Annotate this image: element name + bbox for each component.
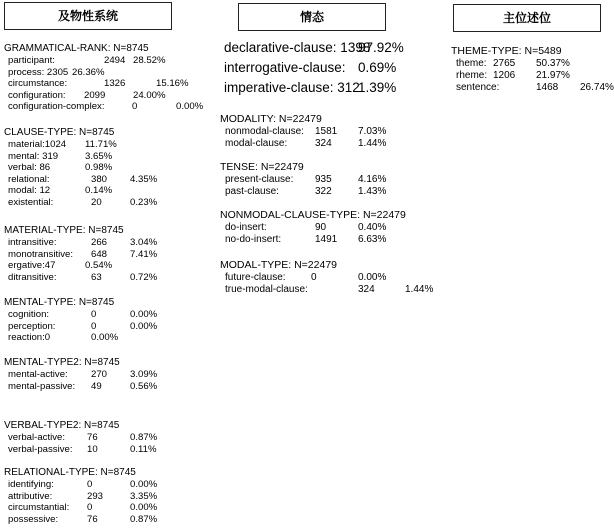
table-cell: 1.44% [405, 284, 434, 295]
table-row [4, 237, 158, 249]
table-cell: existential: [8, 196, 54, 208]
section-theme-type [451, 45, 614, 94]
table-row [4, 162, 114, 174]
section-modality [220, 113, 387, 150]
table-cell: 0.00% [130, 309, 158, 320]
table-cell: ditransitive: [8, 271, 57, 283]
table-cell: 28.52% [133, 55, 166, 66]
section-grammatical-rank [4, 43, 204, 113]
table-cell: 1206 [493, 70, 516, 81]
table-row [4, 89, 166, 102]
table-cell: 935 [315, 174, 332, 185]
table-cell: 1.39% [358, 80, 397, 95]
table-row [4, 55, 166, 67]
table-cell: rheme: [456, 70, 488, 81]
table-cell: participant: [8, 55, 55, 66]
table-row [4, 320, 158, 333]
table-cell: 20 [91, 196, 102, 208]
table-row [220, 222, 406, 234]
table-cell: 0 [132, 101, 138, 112]
table-row [220, 174, 387, 186]
table-row [4, 260, 124, 272]
section-title: GRAMMATICAL-RANK: N=8745 [4, 43, 149, 54]
table-cell: sentence: [456, 82, 500, 93]
table-cell: 0 [91, 320, 97, 332]
table-row [4, 173, 158, 186]
table-cell: 270 [91, 369, 108, 380]
table-cell: 97.92% [358, 40, 404, 55]
table-cell: identifying: [8, 479, 54, 490]
section-nonmodal-clause-type [220, 209, 406, 246]
table-cell: 0.00% [91, 332, 119, 343]
table-cell: 26.74% [580, 82, 614, 93]
section-verbal-type2 [4, 420, 158, 455]
table-row [4, 309, 158, 321]
table-cell: true-modal-clause: [225, 284, 308, 295]
table-row [451, 70, 570, 82]
table-cell: 24.00% [133, 89, 166, 101]
table-cell: 0.00% [176, 101, 204, 112]
table-row [4, 78, 189, 90]
table-cell: 380 [91, 173, 108, 185]
table-row [451, 58, 570, 70]
table-cell: 0.00% [130, 502, 158, 513]
section-mental-type2 [4, 357, 158, 392]
table-row [4, 196, 158, 209]
table-cell: nonmodal-clause: [225, 126, 304, 137]
section-material-type [4, 225, 158, 283]
table-row [220, 272, 387, 284]
table-cell: 3.04% [130, 237, 158, 248]
section-title: RELATIONAL-TYPE: N=8745 [4, 467, 136, 478]
table-cell: 0.56% [130, 380, 158, 392]
table-cell: present-clause: [225, 174, 294, 185]
header-transitivity: 及物性系统 [4, 2, 172, 30]
section-mental-type [4, 297, 158, 344]
table-cell: 50.37% [536, 58, 570, 69]
table-cell: 10 [87, 443, 98, 455]
table-cell: modal: 12 [8, 185, 51, 196]
table-row [4, 380, 158, 393]
table-cell: 26.36% [72, 66, 105, 78]
table-cell: material:1024 [8, 139, 67, 150]
section-relational-type [4, 467, 158, 525]
table-cell: 4.16% [358, 174, 387, 185]
table-cell: 0 [87, 502, 93, 513]
table-cell: verbal-passive: [8, 443, 73, 455]
table-cell: configuration: [8, 89, 66, 101]
table-row [451, 82, 614, 94]
table-cell: 3.65% [85, 150, 113, 162]
table-row [220, 186, 387, 198]
table-row [4, 332, 119, 344]
table-cell: 3.09% [130, 369, 158, 380]
table-cell: 0.69% [358, 60, 397, 75]
table-cell: 0.14% [85, 185, 113, 196]
table-cell: reaction:0 [8, 332, 51, 343]
table-row [4, 443, 157, 456]
table-row [4, 502, 158, 514]
table-cell: possessive: [8, 513, 59, 525]
table-cell: 0.98% [85, 162, 113, 173]
table-cell: 6.63% [358, 234, 387, 245]
table-row [4, 101, 204, 113]
table-cell: monotransitive: [8, 248, 74, 260]
table-row [4, 67, 149, 79]
header-modality: 情态 [238, 3, 386, 31]
table-cell: 2099 [84, 89, 106, 101]
header-theme-rheme: 主位述位 [453, 4, 601, 32]
table-row [4, 432, 158, 444]
table-cell: 1468 [536, 82, 559, 93]
table-cell: declarative-clause: 1398 [224, 40, 371, 55]
table-cell: 0 [311, 272, 317, 283]
table-row [220, 138, 387, 150]
table-cell: 0 [87, 479, 93, 490]
table-cell: 11.71% [85, 139, 117, 150]
section-title: MENTAL-TYPE: N=8745 [4, 297, 115, 308]
section-title: TENSE: N=22479 [220, 161, 304, 173]
section-title: THEME-TYPE: N=5489 [451, 45, 562, 57]
table-row [4, 185, 114, 197]
table-cell: past-clause: [225, 186, 279, 197]
table-row [4, 139, 117, 151]
section-title: MODALITY: N=22479 [220, 113, 322, 125]
table-cell: 63 [91, 271, 102, 283]
table-cell: 324 [315, 138, 332, 149]
table-row [4, 151, 114, 163]
table-cell: 0.11% [130, 443, 157, 455]
table-row [4, 479, 158, 491]
table-cell: modal-clause: [225, 138, 288, 149]
table-cell: 4.35% [130, 173, 158, 185]
table-row [220, 234, 406, 246]
table-cell: 1491 [315, 234, 338, 245]
table-cell: 0.00% [358, 272, 387, 283]
table-cell: 0.87% [130, 432, 158, 443]
table-cell: do-insert: [225, 222, 267, 233]
table-cell: mental-active: [8, 369, 68, 380]
section-title: MATERIAL-TYPE: N=8745 [4, 225, 124, 236]
table-cell: intransitive: [8, 237, 57, 248]
section-title: NONMODAL-CLAUSE-TYPE: N=22479 [220, 209, 406, 221]
table-cell: 0.00% [130, 320, 158, 332]
table-cell: relational: [8, 173, 50, 185]
table-cell: 266 [91, 237, 108, 248]
table-row [4, 490, 158, 503]
table-cell: 322 [315, 186, 332, 197]
table-cell: verbal-active: [8, 432, 66, 443]
table-cell: attributive: [8, 490, 53, 502]
table-row [4, 513, 158, 526]
table-row [220, 126, 387, 138]
section-title: MENTAL-TYPE2: N=8745 [4, 357, 120, 368]
table-cell: perception: [8, 320, 56, 332]
table-cell: interrogative-clause: [224, 60, 346, 75]
table-cell: 0.00% [130, 479, 158, 490]
table-cell: 2494 [104, 55, 126, 66]
table-cell: future-clause: [225, 272, 286, 283]
table-cell: cognition: [8, 309, 50, 320]
section-title: VERBAL-TYPE2: N=8745 [4, 420, 120, 431]
section-clause-type [4, 127, 158, 208]
table-row [4, 369, 158, 381]
table-cell: 90 [315, 222, 327, 233]
section-modal-type [220, 259, 434, 296]
table-cell: 0.23% [130, 196, 158, 208]
table-cell: 1326 [104, 78, 126, 89]
table-cell: no-do-insert: [225, 234, 282, 245]
table-cell: configuration-complex: [8, 101, 105, 112]
table-cell: 7.03% [358, 126, 387, 137]
table-cell: circumstantial: [8, 502, 70, 513]
table-cell: theme: [456, 58, 487, 69]
table-cell: 648 [91, 248, 108, 260]
table-cell: 76 [87, 432, 98, 443]
table-cell: process: 2305 [8, 66, 69, 78]
table-cell: 1.44% [358, 138, 387, 149]
section-title: MODAL-TYPE: N=22479 [220, 259, 338, 271]
table-cell: 0.54% [85, 260, 113, 271]
table-cell: circumstance: [8, 78, 68, 89]
table-cell: 0 [91, 309, 97, 320]
table-cell: 1.43% [358, 186, 387, 197]
table-cell: 0.72% [130, 271, 158, 283]
table-cell: 76 [87, 513, 98, 525]
table-cell: 324 [358, 284, 375, 295]
table-cell: imperative-clause: 312 [224, 80, 360, 95]
table-cell: 7.41% [130, 248, 158, 260]
table-row [4, 248, 158, 261]
table-cell: mental-passive: [8, 380, 76, 392]
table-row [4, 271, 158, 284]
table-cell: 3.35% [130, 490, 158, 502]
table-cell: 0.40% [358, 222, 387, 233]
table-cell: 49 [91, 380, 102, 392]
table-row [220, 284, 434, 296]
table-cell: mental: 319 [8, 150, 59, 162]
section-title: CLAUSE-TYPE: N=8745 [4, 127, 115, 138]
table-cell: 0.87% [130, 513, 158, 525]
table-cell: 2765 [493, 58, 516, 69]
table-cell: ergative:47 [8, 260, 56, 271]
table-cell: 15.16% [156, 78, 189, 89]
section-tense [220, 161, 387, 198]
table-cell: verbal: 86 [8, 162, 51, 173]
table-cell: 1581 [315, 126, 338, 137]
table-cell: 293 [87, 490, 104, 502]
table-cell: 21.97% [536, 70, 570, 81]
